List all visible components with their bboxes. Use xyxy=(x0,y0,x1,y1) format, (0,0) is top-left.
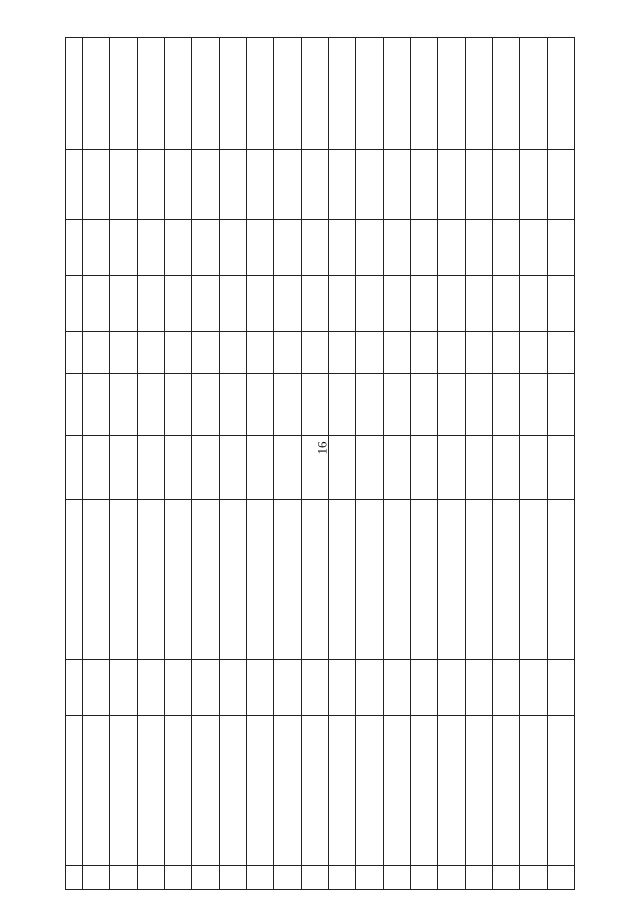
table-cell xyxy=(246,436,273,500)
column-header-11 xyxy=(66,38,83,150)
table-cell xyxy=(520,660,547,716)
table-cell xyxy=(83,500,110,660)
table-cell xyxy=(110,150,137,220)
table-cell xyxy=(137,716,164,866)
table-cell xyxy=(410,660,437,716)
column-header-2 xyxy=(66,716,83,866)
table-cell xyxy=(492,38,519,150)
table-cell xyxy=(301,660,328,716)
table-cell xyxy=(383,500,410,660)
table-cell xyxy=(383,150,410,220)
table-row xyxy=(410,38,437,890)
table-cell xyxy=(438,866,465,890)
table-cell xyxy=(356,374,383,436)
table-cell xyxy=(246,660,273,716)
table-cell xyxy=(164,660,191,716)
table-cell xyxy=(438,150,465,220)
table-cell xyxy=(246,374,273,436)
table-cell xyxy=(274,220,301,276)
table-cell xyxy=(110,866,137,890)
table-cell xyxy=(110,374,137,436)
table-cell xyxy=(192,436,219,500)
table-cell xyxy=(110,220,137,276)
table-cell xyxy=(410,436,437,500)
table-cell xyxy=(356,276,383,332)
column-header-8 xyxy=(66,276,83,332)
table-cell xyxy=(83,866,110,890)
table-cell xyxy=(383,660,410,716)
table-cell xyxy=(246,866,273,890)
table-cell xyxy=(547,150,574,220)
table-cell xyxy=(301,38,328,150)
table-cell xyxy=(83,436,110,500)
table-cell xyxy=(492,150,519,220)
table-cell xyxy=(410,866,437,890)
table-cell xyxy=(164,150,191,220)
table-cell xyxy=(246,716,273,866)
table-cell xyxy=(547,866,574,890)
column-header-9 xyxy=(66,220,83,276)
table-cell xyxy=(83,660,110,716)
table-cell xyxy=(301,220,328,276)
table-cell xyxy=(83,716,110,866)
table-cell xyxy=(383,276,410,332)
table-cell xyxy=(492,660,519,716)
table-cell xyxy=(410,220,437,276)
table-cell xyxy=(137,220,164,276)
table-cell xyxy=(410,150,437,220)
column-header-10 xyxy=(66,150,83,220)
table-cell xyxy=(219,500,246,660)
table-cell xyxy=(492,500,519,660)
table-cell xyxy=(492,332,519,374)
table-cell xyxy=(356,38,383,150)
table-cell xyxy=(356,716,383,866)
table-cell xyxy=(520,220,547,276)
table-cell xyxy=(328,500,355,660)
table-cell xyxy=(356,436,383,500)
table-cell xyxy=(547,276,574,332)
table-cell xyxy=(410,374,437,436)
table-cell xyxy=(520,38,547,150)
table-cell xyxy=(465,150,492,220)
table-cell xyxy=(465,276,492,332)
table-row xyxy=(192,38,219,890)
table-cell xyxy=(465,332,492,374)
table-cell xyxy=(383,374,410,436)
table-cell xyxy=(492,436,519,500)
table-cell xyxy=(438,332,465,374)
table-cell xyxy=(356,332,383,374)
table-cell xyxy=(438,276,465,332)
table-cell xyxy=(110,500,137,660)
table-cell xyxy=(547,436,574,500)
table-cell xyxy=(219,374,246,436)
column-header-4 xyxy=(66,500,83,660)
table-cell xyxy=(520,276,547,332)
table-cell xyxy=(465,716,492,866)
table-cell xyxy=(301,716,328,866)
table-cell xyxy=(246,500,273,660)
table-cell xyxy=(192,866,219,890)
table-cell xyxy=(137,866,164,890)
table-cell xyxy=(356,150,383,220)
table-cell xyxy=(83,374,110,436)
table-cell xyxy=(246,332,273,374)
table-row xyxy=(164,38,191,890)
table-cell xyxy=(274,436,301,500)
table-cell xyxy=(547,220,574,276)
table-row xyxy=(492,38,519,890)
table-cell xyxy=(520,716,547,866)
table-cell xyxy=(274,374,301,436)
table-cell xyxy=(137,150,164,220)
table-cell xyxy=(328,866,355,890)
table-cell xyxy=(274,38,301,150)
table-cell xyxy=(219,436,246,500)
table-row xyxy=(246,38,273,890)
table-cell xyxy=(219,276,246,332)
table-cell xyxy=(301,866,328,890)
table-cell xyxy=(356,220,383,276)
table-cell xyxy=(520,866,547,890)
table-row xyxy=(356,38,383,890)
table-header-row xyxy=(66,38,83,890)
table-cell xyxy=(328,276,355,332)
table-row xyxy=(83,38,110,890)
table-cell xyxy=(274,716,301,866)
table-cell xyxy=(328,150,355,220)
table-cell xyxy=(192,716,219,866)
table-cell xyxy=(492,716,519,866)
table-cell xyxy=(438,716,465,866)
table-row xyxy=(274,38,301,890)
table-cell xyxy=(438,500,465,660)
table-cell xyxy=(83,38,110,150)
page-number: 16 xyxy=(314,441,330,455)
table-cell xyxy=(383,866,410,890)
table-cell xyxy=(328,374,355,436)
table-row xyxy=(520,38,547,890)
table-cell xyxy=(301,500,328,660)
table-cell xyxy=(301,332,328,374)
table-cell xyxy=(137,436,164,500)
table-cell xyxy=(274,332,301,374)
table-cell xyxy=(520,374,547,436)
table-row xyxy=(301,38,328,890)
table-cell xyxy=(410,500,437,660)
table-cell xyxy=(328,38,355,150)
table-row xyxy=(547,38,574,890)
table-cell xyxy=(465,436,492,500)
table-cell xyxy=(492,374,519,436)
table-cell xyxy=(410,38,437,150)
table-cell xyxy=(246,38,273,150)
table-cell xyxy=(137,38,164,150)
table-cell xyxy=(547,716,574,866)
table-cell xyxy=(110,716,137,866)
table-cell xyxy=(164,332,191,374)
table-cell xyxy=(547,332,574,374)
table-cell xyxy=(356,660,383,716)
table-cell xyxy=(465,38,492,150)
table-cell xyxy=(520,500,547,660)
table-cell xyxy=(438,38,465,150)
table-cell xyxy=(301,150,328,220)
table-cell xyxy=(192,332,219,374)
table-cell xyxy=(274,276,301,332)
table-cell xyxy=(246,276,273,332)
table-cell xyxy=(465,220,492,276)
table-cell xyxy=(164,436,191,500)
table-cell xyxy=(520,150,547,220)
table-cell xyxy=(520,436,547,500)
table-row xyxy=(465,38,492,890)
table-cell xyxy=(192,220,219,276)
table-cell xyxy=(137,332,164,374)
rotated-table-wrapper xyxy=(65,38,575,890)
table-cell xyxy=(438,220,465,276)
table-cell xyxy=(164,374,191,436)
table-cell xyxy=(438,374,465,436)
table-cell xyxy=(301,436,328,500)
table-row xyxy=(328,38,355,890)
table-cell xyxy=(164,38,191,150)
table-cell xyxy=(219,716,246,866)
column-header-6 xyxy=(66,374,83,436)
table-cell xyxy=(110,660,137,716)
table-cell xyxy=(547,660,574,716)
table-cell xyxy=(192,38,219,150)
table-cell xyxy=(383,436,410,500)
table-cell xyxy=(83,276,110,332)
table-cell xyxy=(465,374,492,436)
table-cell xyxy=(192,276,219,332)
bank-branches-table xyxy=(65,37,575,890)
table-cell xyxy=(110,332,137,374)
table-cell xyxy=(219,866,246,890)
table-cell xyxy=(83,332,110,374)
table-cell xyxy=(328,436,355,500)
table-cell xyxy=(219,220,246,276)
table-cell xyxy=(192,150,219,220)
table-cell xyxy=(110,38,137,150)
column-header-3 xyxy=(66,660,83,716)
table-cell xyxy=(301,374,328,436)
table-cell xyxy=(328,332,355,374)
table-cell xyxy=(465,500,492,660)
table-cell xyxy=(219,38,246,150)
table-cell xyxy=(137,374,164,436)
table-cell xyxy=(110,436,137,500)
table-row xyxy=(110,38,137,890)
table-row xyxy=(137,38,164,890)
table-cell xyxy=(410,716,437,866)
table-cell xyxy=(274,866,301,890)
table-cell xyxy=(164,716,191,866)
table-cell xyxy=(164,220,191,276)
table-cell xyxy=(383,220,410,276)
column-header-5 xyxy=(66,436,83,500)
table-cell xyxy=(328,660,355,716)
table-cell xyxy=(465,866,492,890)
table-cell xyxy=(246,220,273,276)
table-cell xyxy=(219,332,246,374)
table-cell xyxy=(110,276,137,332)
table-cell xyxy=(547,374,574,436)
table-cell xyxy=(137,660,164,716)
table-cell xyxy=(492,276,519,332)
table-cell xyxy=(164,276,191,332)
table-cell xyxy=(164,500,191,660)
table-cell xyxy=(83,150,110,220)
table-cell xyxy=(328,716,355,866)
table-row xyxy=(219,38,246,890)
table-cell xyxy=(219,150,246,220)
table-cell xyxy=(547,500,574,660)
table-cell xyxy=(520,332,547,374)
table-cell xyxy=(164,866,191,890)
table-cell xyxy=(274,500,301,660)
table-row xyxy=(383,38,410,890)
column-header-7 xyxy=(66,332,83,374)
table-cell xyxy=(137,276,164,332)
table-cell xyxy=(356,866,383,890)
table-cell xyxy=(410,276,437,332)
table-cell xyxy=(492,220,519,276)
table-row xyxy=(438,38,465,890)
table-cell xyxy=(83,220,110,276)
table-cell xyxy=(137,500,164,660)
table-cell xyxy=(438,436,465,500)
table-cell xyxy=(492,866,519,890)
table-cell xyxy=(328,220,355,276)
table-cell xyxy=(356,500,383,660)
table-cell xyxy=(465,660,492,716)
table-cell xyxy=(192,660,219,716)
table-cell xyxy=(192,500,219,660)
table-cell xyxy=(301,276,328,332)
table-cell xyxy=(383,38,410,150)
table-cell xyxy=(438,660,465,716)
column-header-1 xyxy=(66,866,83,890)
table-cell xyxy=(246,150,273,220)
table-cell xyxy=(274,660,301,716)
table-cell xyxy=(383,716,410,866)
table-cell xyxy=(274,150,301,220)
table-cell xyxy=(383,332,410,374)
table-cell xyxy=(219,660,246,716)
rotated-table-content xyxy=(65,38,575,890)
table-cell xyxy=(410,332,437,374)
table-cell xyxy=(547,38,574,150)
table-cell xyxy=(192,374,219,436)
